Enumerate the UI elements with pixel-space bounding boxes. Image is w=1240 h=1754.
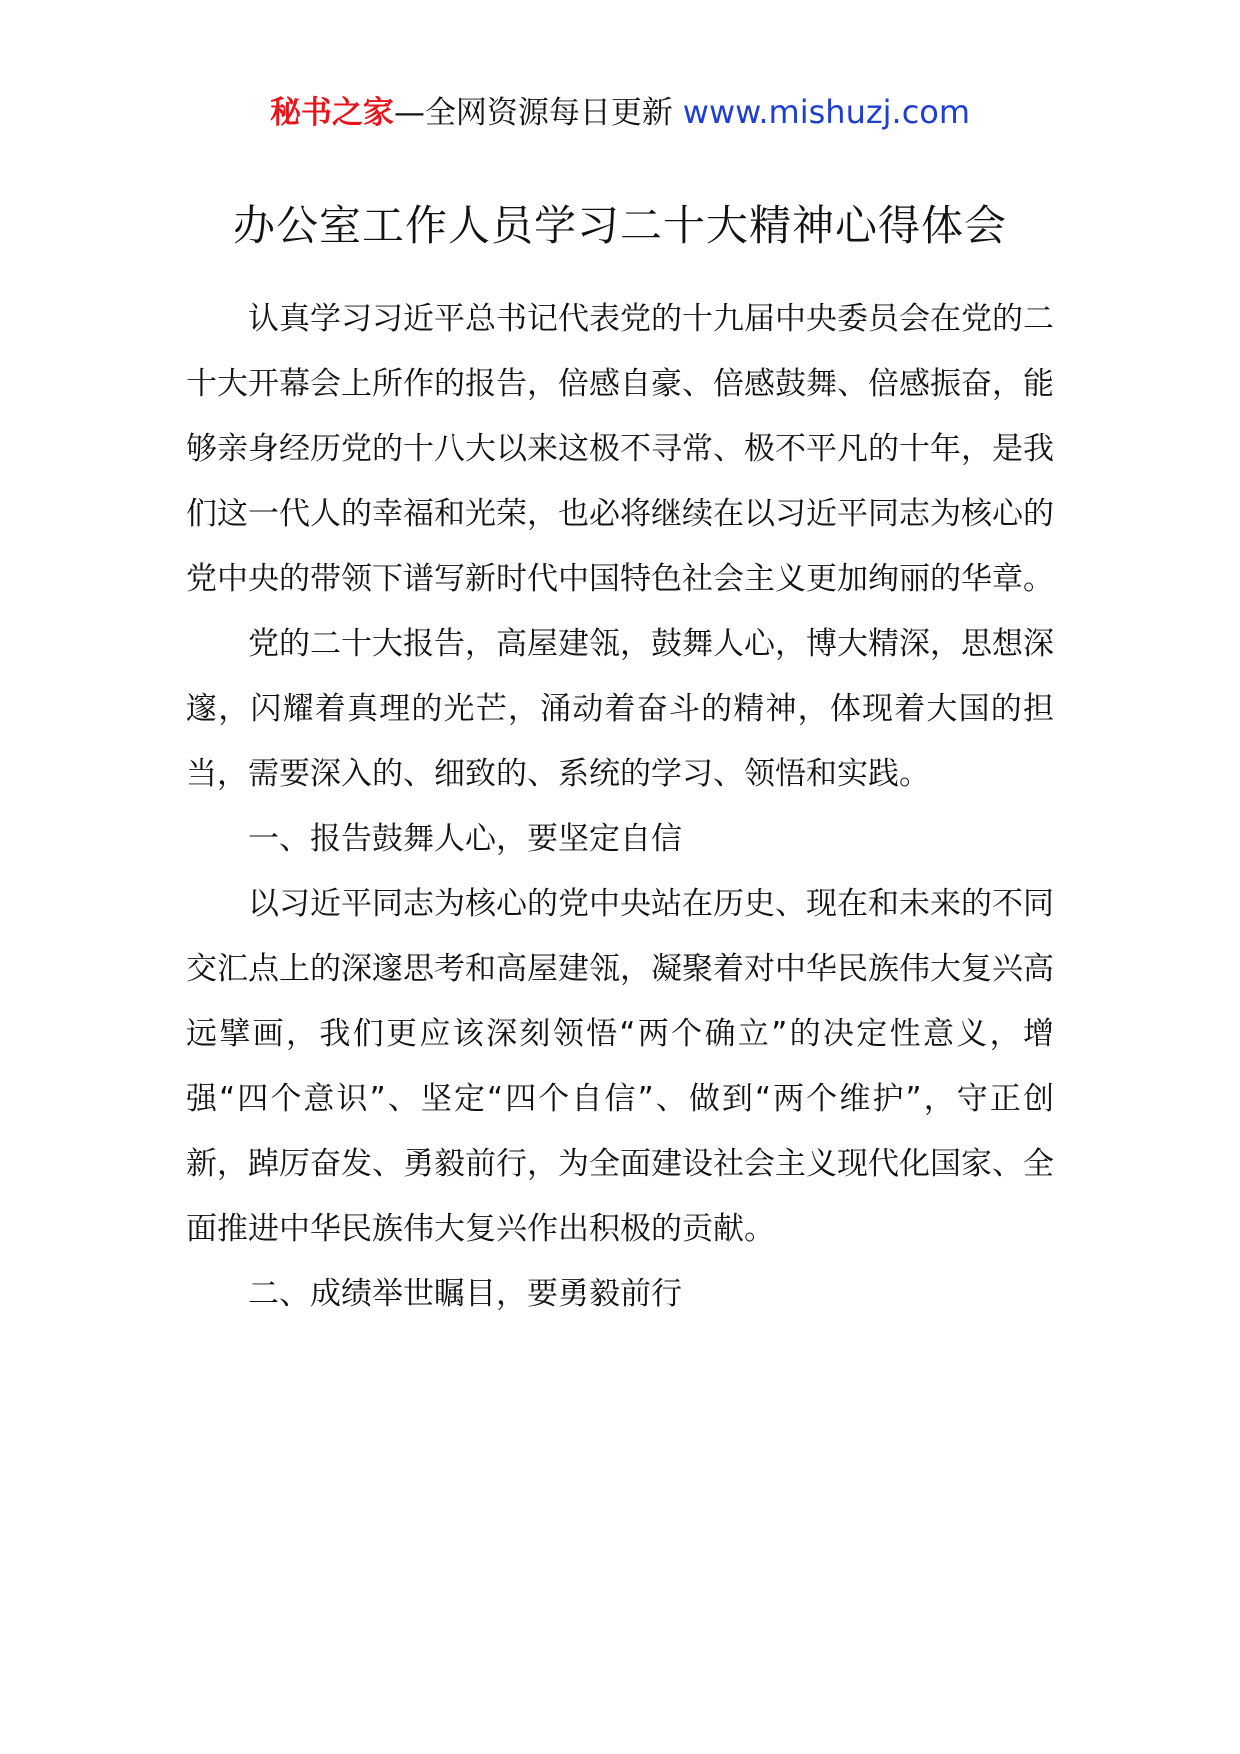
site-header	[0, 92, 1240, 133]
document-title: 办公室工作人员学习二十大精神心得体会	[232, 201, 1007, 250]
paragraph-report-summary: 党的二十大报告，高屋建瓴，鼓舞人心，博大精深，思想深邃，闪耀着真理的光芒，涌动着奋斗的精神，体现着大国的担当，需要深入的、细致的、系统的学习、领悟和实践。	[186, 626, 1054, 792]
paragraph-section-one: 以习近平同志为核心的党中央站在历史、现在和未来的不同交汇点上的深邃思考和高屋建瓴，凝聚着对中华民族伟大复兴高远擘画，我们更应该深刻领悟“两个确立”的决定性意义，增强“四个意识”、坚定“四个自信”、做到“两个维护”，守正创新，踔厉奋发、勇毅前行，为全面建设社会主义现代化国家、全面推进中华民族伟大复兴作出积极的贡献。	[186, 886, 1054, 1247]
section-heading-one: 一、报告鼓舞人心，要坚定自信	[248, 821, 682, 857]
site-url-link[interactable]: www.mishuzj.com	[682, 93, 971, 131]
site-brand: 秘书之家	[269, 95, 394, 131]
document-body	[186, 287, 1054, 1327]
section-heading-two: 二、成绩举世瞩目，要勇毅前行	[248, 1276, 682, 1312]
paragraph-intro: 认真学习习近平总书记代表党的十九届中央委员会在党的二十大开幕会上所作的报告，倍感自豪、倍感鼓舞、倍感振奋，能够亲身经历党的十八大以来这极不寻常、极不平凡的十年，是我们这一代人的幸福和光荣，也必将继续在以习近平同志为核心的党中央的带领下谱写新时代中国特色社会主义更加绚丽的华章。	[186, 301, 1054, 597]
site-slogan: —全网资源每日更新	[393, 95, 673, 131]
